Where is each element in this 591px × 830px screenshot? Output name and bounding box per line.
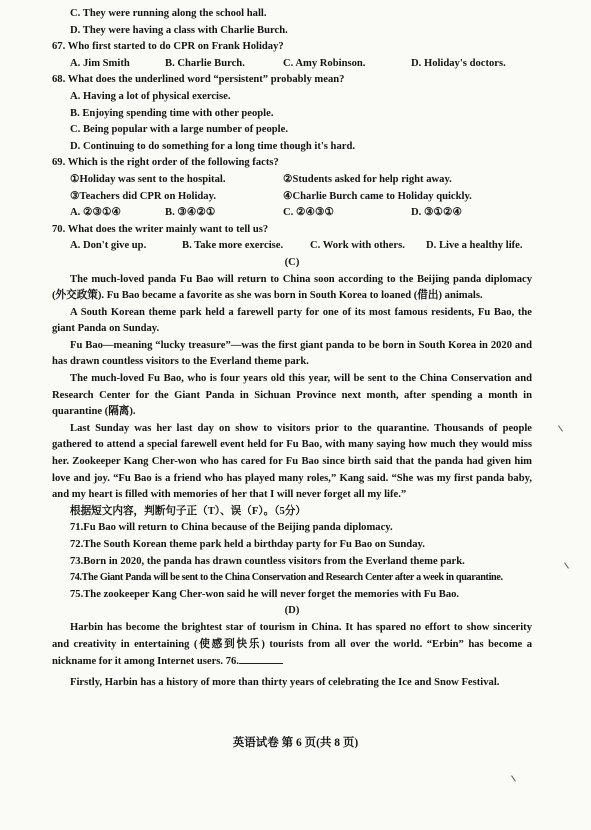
section-c-paragraph-5: Last Sunday was her last day on show to visitors prior to the quarantine. Thousands of people gathered to attend a special farewell event held for Fu Bao, with many saying how much they would miss her. Zookeeper Kang Cher-won who has cared for Fu Bao since birth said that the panda had given him love and joy. “Fu Bao is a friend who has played many roles,” Kang said. “She was my first panda baby, and my heart is filled with memories of her that I will never forget all my life.” — [52, 422, 532, 501]
statement-74: 74.The Giant Panda will be sent to the China Conservation and Research Center after a week in quarantine. — [70, 572, 503, 584]
q69-stem: 69. Which is the right order of the following facts? — [52, 157, 279, 169]
q67-option-c: C. Amy Robinson. — [283, 57, 366, 69]
scan-mark — [564, 562, 569, 568]
q69-options — [52, 205, 532, 222]
section-c-paragraph-4: The much-loved Fu Bao, who is four years old this year, will be sent to the China Conservation and Research Center for the Giant Panda in Sichuan Province next month, after spending a month in quarantine (隔离). — [52, 373, 532, 418]
q67-option-d: D. Holiday's doctors. — [411, 57, 506, 69]
q68-option-a: A. Having a lot of physical exercise. — [70, 90, 231, 102]
q67-option-a: A. Jim Smith — [70, 57, 130, 69]
q70-stem: 70. What does the writer mainly want to tell us? — [52, 223, 269, 235]
scan-mark — [558, 425, 563, 431]
page-content — [52, 6, 532, 691]
true-false-instruction: 根据短文内容，判断句子正（T）、误（F）。（5分） — [70, 505, 306, 517]
q70-option-b: B. Take more exercise. — [182, 240, 284, 252]
answer-blank-76[interactable] — [239, 653, 283, 664]
q67-option-b: B. Charlie Burch. — [165, 57, 245, 69]
section-d-paragraph-1 — [52, 620, 532, 671]
q70-option-c: C. Work with others. — [310, 240, 405, 252]
q70-option-d: D. Live a healthy life. — [426, 240, 523, 252]
q69-facts-row1 — [52, 172, 532, 189]
q66-option-c: C. They were running along the school hall. — [70, 8, 267, 19]
page-footer: 英语试卷 第 6 页(共 8 页) — [232, 737, 359, 749]
statement-73: 73.Born in 2020, the panda has drawn countless visitors from the Everland theme park. — [70, 555, 465, 567]
q70-option-a: A. Don't give up. — [70, 240, 147, 252]
q69-option-d: D. ③①②④ — [411, 207, 462, 219]
scan-mark — [511, 775, 516, 781]
q67-options — [52, 56, 532, 73]
section-d-paragraph-2: Firstly, Harbin has a history of more than thirty years of celebrating the Ice and Snow Festival. — [70, 676, 500, 688]
section-c-paragraph-3: Fu Bao—meaning “lucky treasure”—was the first giant panda to be born in South Korea in 2020 and has drawn countless visitors to the Everland theme park. — [52, 339, 532, 368]
section-c-paragraph-1: The much-loved panda Fu Bao will return to China soon according to the Beijing panda diplomacy (外交政策). Fu Bao became a favorite as she was born in South Korea to loaned (借出) animals. — [52, 273, 532, 302]
q69-fact-3: ③Teachers did CPR on Holiday. — [70, 190, 216, 202]
q68-stem: 68. What does the underlined word “persistent” probably mean? — [52, 74, 345, 86]
q69-option-b: B. ③④②① — [165, 207, 216, 219]
q67-stem: 67. Who first started to do CPR on Frank Holiday? — [52, 41, 284, 53]
section-c-label: (C) — [284, 256, 300, 268]
q69-option-a: A. ②③①④ — [70, 207, 121, 219]
q68-option-d: D. Continuing to do something for a long time though it's hard. — [70, 140, 355, 152]
statement-71: 71.Fu Bao will return to China because of the Beijing panda diplomacy. — [70, 522, 393, 534]
q69-fact-4: ④Charlie Burch came to Holiday quickly. — [283, 190, 472, 202]
section-d-paragraph-1-text: Harbin has become the brightest star of tourism in China. It has spared no effort to show sincerity and creativity in entertaining (使感到快乐) tourists from all over the world. “Erbin” has become a nickname for it among Internet users. 76. — [52, 621, 532, 668]
q66-option-d: D. They were having a class with Charlie Burch. — [70, 24, 288, 36]
q69-fact-1: ①Holiday was sent to the hospital. — [70, 173, 226, 185]
q68-option-b: B. Enjoying spending time with other people. — [70, 107, 274, 119]
q69-option-c: C. ②④③① — [283, 207, 334, 219]
q69-fact-2: ②Students asked for help right away. — [283, 173, 452, 185]
statement-75: 75.The zookeeper Kang Cher-won said he will never forget the memories with Fu Bao. — [70, 588, 460, 600]
statement-72: 72.The South Korean theme park held a birthday party for Fu Bao on Sunday. — [70, 539, 425, 550]
section-d-label: (D) — [284, 605, 300, 617]
section-c-paragraph-2: A South Korean theme park held a farewell party for one of its most famous residents, Fu Bao, the giant Panda on Sunday. — [52, 306, 532, 335]
q68-option-c: C. Being popular with a large number of people. — [70, 124, 288, 136]
q69-facts-row2 — [52, 189, 532, 206]
q70-options — [52, 238, 532, 255]
